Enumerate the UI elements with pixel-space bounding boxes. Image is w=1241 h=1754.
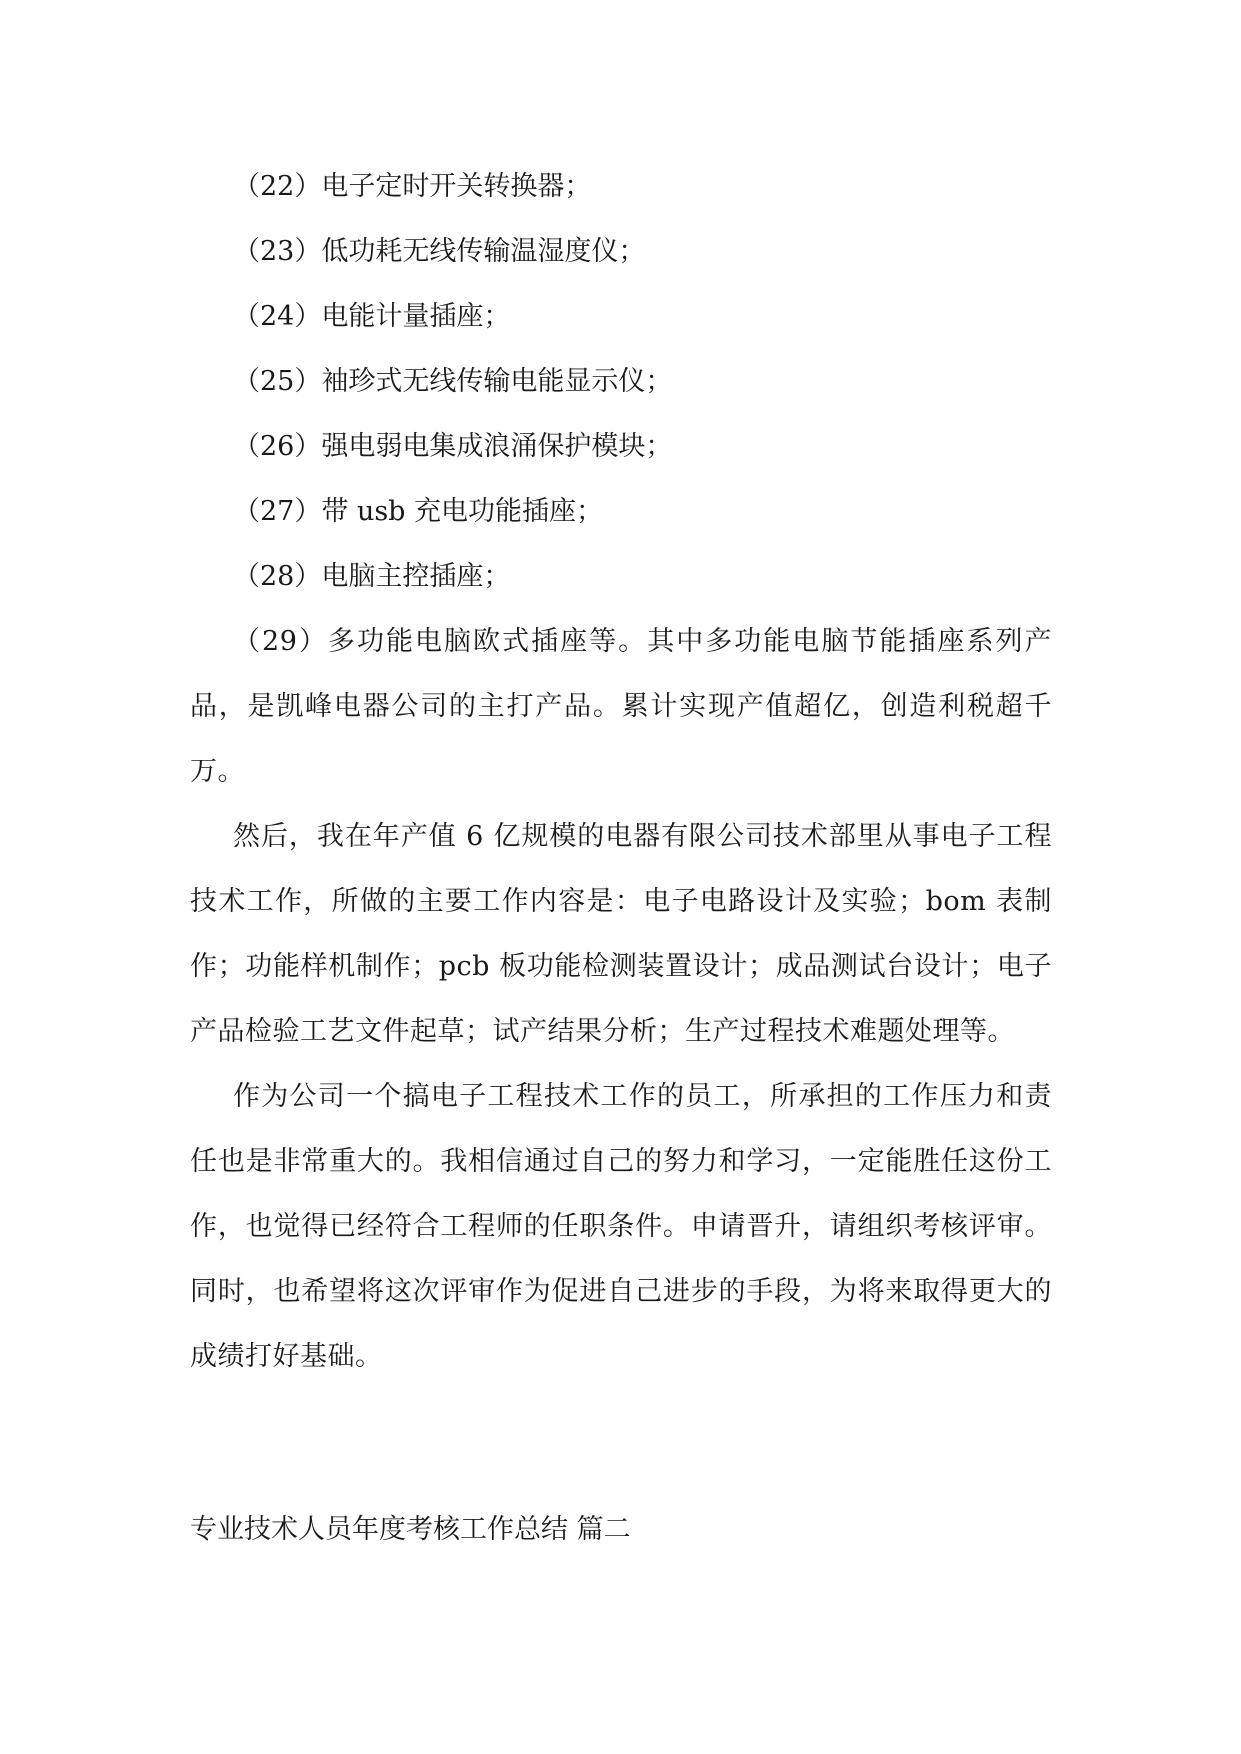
list-item: （25）袖珍式无线传输电能显示仪； <box>233 366 673 397</box>
document-body <box>190 154 1052 1389</box>
list-item: （22）电子定时开关转换器； <box>233 171 592 202</box>
list-item: （26）强电弱电集成浪涌保护模块； <box>233 431 673 462</box>
paragraph-work-content: 然后，我在年产值 6 亿规模的电器有限公司技术部里从事电子工程技术工作，所做的主要工作内容是：电子电路设计及实验；bom 表制作；功能样机制作；pcb 板功能检测装置设计；成品测试台设计；电子产品检验工艺文件起草；试产结果分析；生产过程技术难题处理等。 <box>190 821 1052 1047</box>
section-heading: 专业技术人员年度考核工作总结 篇二 <box>190 1514 631 1545</box>
list-item: （23）低功耗无线传输温湿度仪； <box>233 236 646 267</box>
paragraph-promotion-request: 作为公司一个搞电子工程技术工作的员工，所承担的工作压力和责任也是非常重大的。我相信通过自己的努力和学习，一定能胜任这份工作，也觉得已经符合工程师的任职条件。申请晋升，请组织考核评审。同时，也希望将这次评审作为促进自己进步的手段，为将来取得更大的成绩打好基础。 <box>190 1081 1052 1372</box>
paragraph-products-summary: （29）多功能电脑欧式插座等。其中多功能电脑节能插座系列产品，是凯峰电器公司的主打产品。累计实现产值超亿，创造利税超千万。 <box>190 626 1052 787</box>
list-item: （24）电能计量插座； <box>233 301 511 332</box>
list-item: （27）带 usb 充电功能插座； <box>233 496 604 527</box>
list-item: （28）电脑主控插座； <box>233 561 511 592</box>
